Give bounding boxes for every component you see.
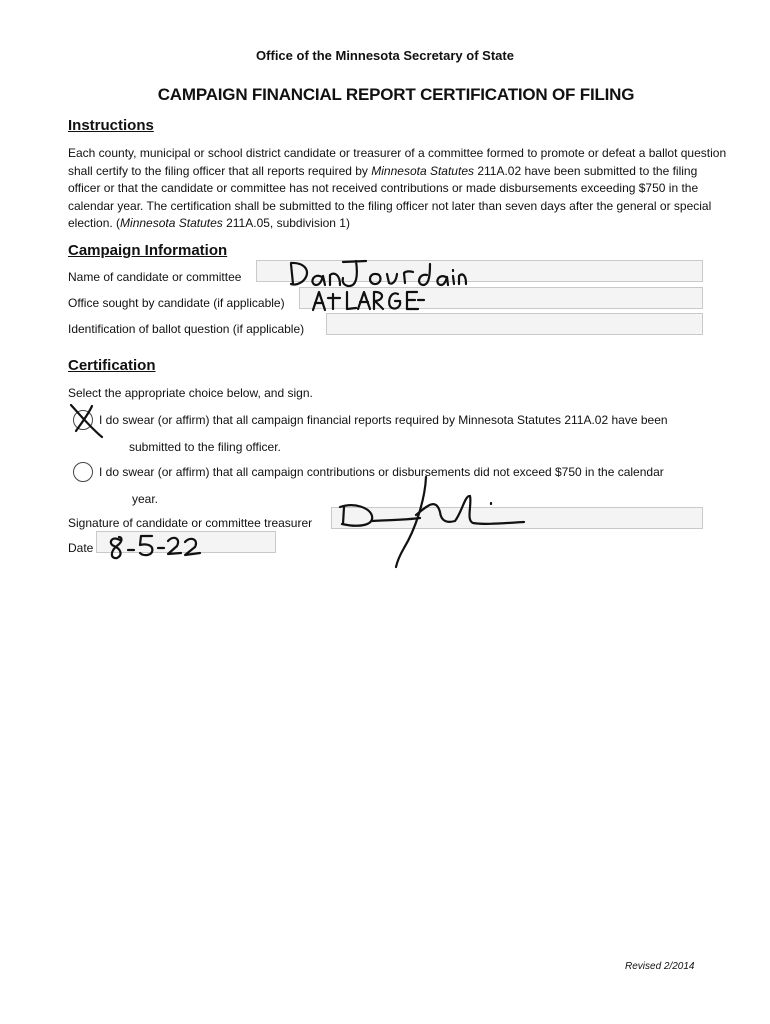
- option-reports-filed-text: I do swear (or affirm) that all campaign financial reports required by Minnesota Statutes 211A.02 have been: [99, 413, 668, 427]
- option-under-threshold-text: I do swear (or affirm) that all campaign contributions or disbursements did not exceed $750 in the calendar: [99, 465, 664, 479]
- handwritten-signature: [340, 477, 524, 567]
- handwritten-office: [313, 292, 424, 310]
- signature-label: Signature of candidate or committee treasurer: [68, 516, 313, 530]
- instructions-heading: Instructions: [68, 117, 154, 134]
- handwritten-date: [111, 536, 200, 558]
- instructions-text: Each county, municipal or school district candidate or treasurer of a committee formed to promote or defeat a ballot question shall certify to the filing officer that all reports required by Minnesota Statutes 211A.02 have been submitted to the filing officer or that the candidate or committee has not received contributions or made disbursements exceeding $750 in the calendar year. The certification shall be submitted to the filing officer not later than seven days after the general or special election. (Minnesota Statutes 211A.05, subdivision 1): [68, 146, 727, 230]
- statute-reference: Minnesota Statutes: [371, 163, 474, 178]
- certification-heading: Certification: [68, 357, 156, 374]
- option-reports-filed-text-cont: submitted to the filing officer.: [129, 440, 281, 454]
- option-under-threshold-text-cont: year.: [132, 492, 159, 506]
- handwritten-name: [291, 261, 466, 286]
- date-label: Date: [68, 541, 94, 555]
- ballot-question-label: Identification of ballot question (if applicable): [68, 322, 305, 336]
- campaign-info-heading: Campaign Information: [68, 242, 228, 259]
- issuing-office: Office of the Minnesota Secretary of State: [256, 48, 514, 63]
- form-title: CAMPAIGN FINANCIAL REPORT CERTIFICATION OF FILING: [157, 85, 635, 104]
- select-instruction: Select the appropriate choice below, and sign.: [68, 386, 313, 400]
- office-sought-label: Office sought by candidate (if applicable): [68, 296, 285, 310]
- candidate-name-label: Name of candidate or committee: [68, 270, 242, 284]
- handwritten-check-mark: [71, 405, 102, 437]
- statute-reference: Minnesota Statutes: [120, 216, 223, 230]
- revision-date: Revised 2/2014: [625, 961, 695, 972]
